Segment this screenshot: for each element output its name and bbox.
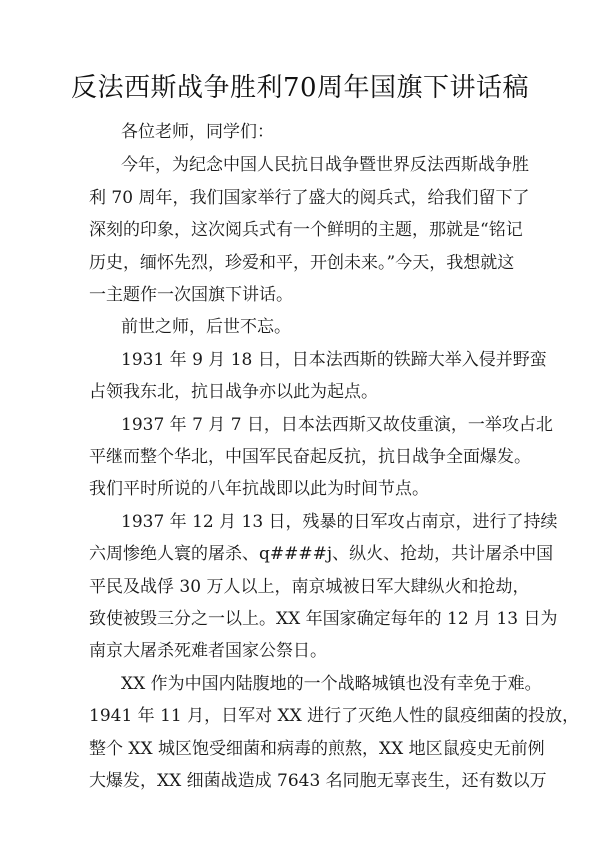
body-line: 六周惨绝人寰的屠杀、q####j、纵火、抢劫，共计屠杀中国 xyxy=(89,544,554,564)
body-line: 南京大屠杀死难者国家公祭日。 xyxy=(89,641,327,661)
body-line: 深刻的印象，这次阅兵式有一个鲜明的主题，那就是“铭记 xyxy=(89,220,523,240)
body-line: 1941 年 11 月，日军对 XX 进行了灭绝人性的鼠疫细菌的投放， xyxy=(89,706,580,726)
body-line: 整个 XX 城区饱受细菌和病毒的煎熬，XX 地区鼠疫史无前例 xyxy=(89,739,545,759)
body-line: 利 70 周年，我们国家举行了盛大的阅兵式，给我们留下了 xyxy=(89,188,530,208)
body-line: 1937 年 7 月 7 日，日本法西斯又故伎重演，一举攻占北 xyxy=(121,415,553,435)
body-line: XX 作为中国内陆腹地的一个战略城镇也没有幸免于难。 xyxy=(121,674,542,694)
body-line: 今年，为纪念中国人民抗日战争暨世界反法西斯战争胜 xyxy=(121,155,529,175)
body-line: 前世之师，后世不忘。 xyxy=(121,317,291,337)
body-line: 致使被毁三分之一以上。XX 年国家确定每年的 12 月 13 日为 xyxy=(89,609,558,629)
greeting-line: 各位老师，同学们： xyxy=(121,122,274,142)
body-line: 1931 年 9 月 18 日，日本法西斯的铁蹄大举入侵并野蛮 xyxy=(121,350,547,370)
body-line: 我们平时所说的八年抗战即以此为时间节点。 xyxy=(89,479,429,499)
body-line: 大爆发，XX 细菌战造成 7643 名同胞无辜丧生，还有数以万 xyxy=(89,771,547,791)
body-line: 平民及战俘 30 万人以上，南京城被日军大肆纵火和抢劫， xyxy=(89,577,530,597)
body-line: 历史，缅怀先烈，珍爱和平，开创未来。”今天，我想就这 xyxy=(89,253,515,273)
body-line: 一主题作一次国旗下讲话。 xyxy=(89,285,293,305)
body-line: 占领我东北，抗日战争亦以此为起点。 xyxy=(89,382,378,402)
body-line: 1937 年 12 月 13 日，残暴的日军攻占南京，进行了持续 xyxy=(121,512,558,532)
body-line: 平继而整个华北，中国军民奋起反抗，抗日战争全面爆发。 xyxy=(89,447,531,467)
document-title: 反法西斯战争胜利70周年国旗下讲话稿 xyxy=(70,73,530,103)
